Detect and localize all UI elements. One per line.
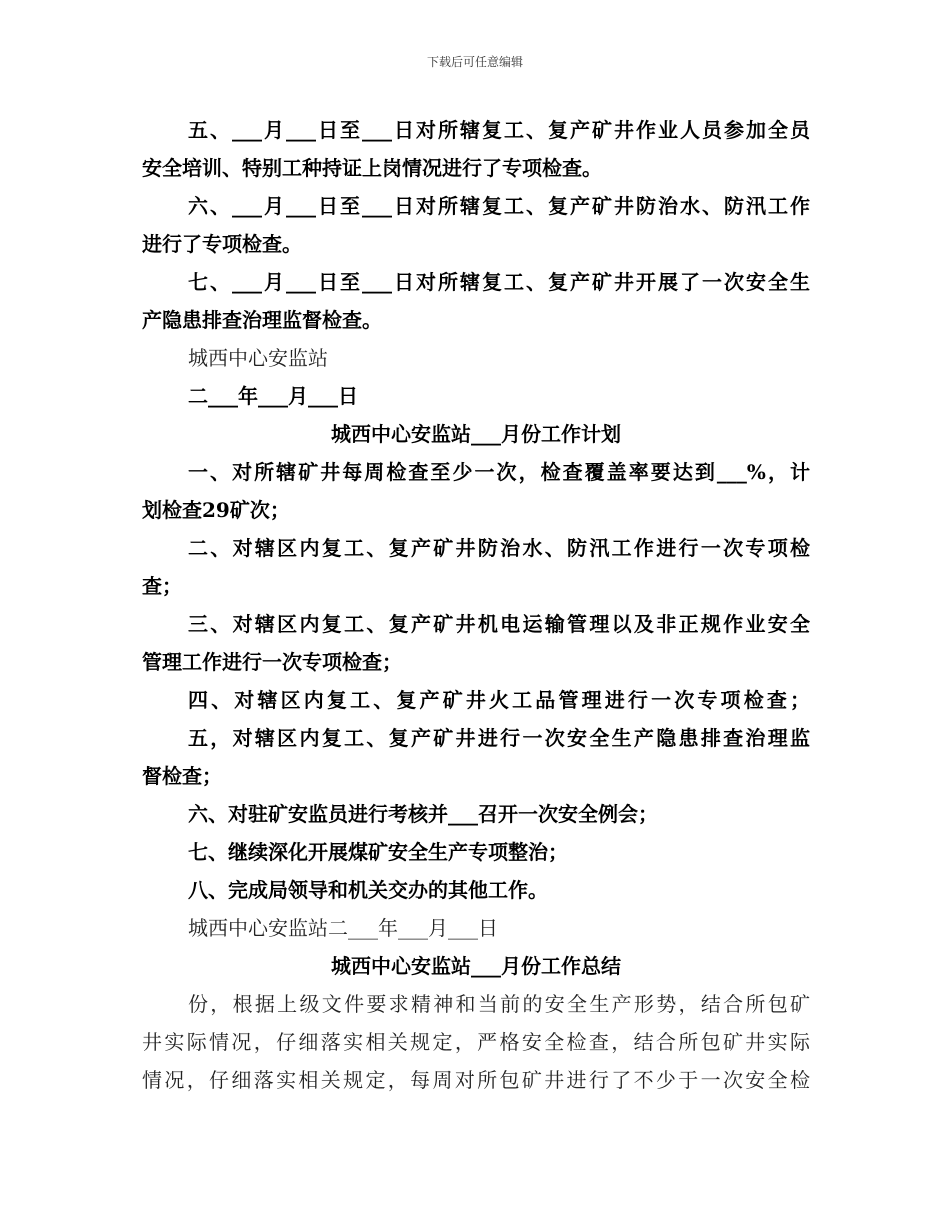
paragraph-line: 管理工作进行一次专项检查； [142,650,402,674]
section-title-summary: 城西中心安监站___月份工作总结 [331,954,621,978]
paragraph-line: 划检查29矿次； [142,498,290,522]
page-header: 下载后可任意编辑 [426,55,523,69]
document-body [142,111,810,1099]
signature-station: 城西中心安监站 [188,346,328,370]
paragraph-line: 产隐患排查治理监督检查。 [142,308,382,332]
paragraph-line: 五、___月___日至___日对所辖复工、复产矿井作业人员参加全员 [188,118,810,142]
paragraph-line: 七、继续深化开展煤矿安全生产专项整治； [188,840,568,864]
section-title-plan: 城西中心安监站___月份工作计划 [331,422,621,446]
paragraph-line: 情况，仔细落实相关规定，每周对所包矿井进行了不少于一次安全检 [142,1068,810,1092]
paragraph-line: 七、___月___日至___日对所辖复工、复产矿井开展了一次安全生 [188,270,810,294]
paragraph-line: 八、完成局领导和机关交办的其他工作。 [188,878,548,902]
paragraph-line: 份，根据上级文件要求精神和当前的安全生产形势，结合所包矿 [188,992,810,1016]
paragraph-line: 四、对辖区内复工、复产矿井火工品管理进行一次专项检查； [188,688,810,712]
paragraph-line: 一、对所辖矿井每周检查至少一次，检查覆盖率要达到___%，计 [188,460,810,484]
paragraph-line: 六、对驻矿安监员进行考核并___召开一次安全例会； [188,802,658,826]
paragraph-line: 三、对辖区内复工、复产矿井机电运输管理以及非正规作业安全 [188,612,810,636]
paragraph-line: 查； [142,574,182,598]
signature-date: 二___年___月___日 [188,384,358,408]
paragraph-line: 五，对辖区内复工、复产矿井进行一次安全生产隐患排查治理监 [188,726,810,750]
paragraph-line: 督检查； [142,764,222,788]
paragraph-line: 二、对辖区内复工、复产矿井防治水、防汛工作进行一次专项检 [188,536,810,560]
paragraph-line: 井实际情况，仔细落实相关规定，严格安全检查，结合所包矿井实际 [142,1030,810,1054]
paragraph-line: 进行了专项检查。 [142,232,302,256]
signature-line: 城西中心安监站二___年___月___日 [188,916,498,940]
paragraph-line: 安全培训、特别工种持证上岗情况进行了专项检查。 [142,156,602,180]
paragraph-line: 六、___月___日至___日对所辖复工、复产矿井防治水、防汛工作 [188,194,810,218]
